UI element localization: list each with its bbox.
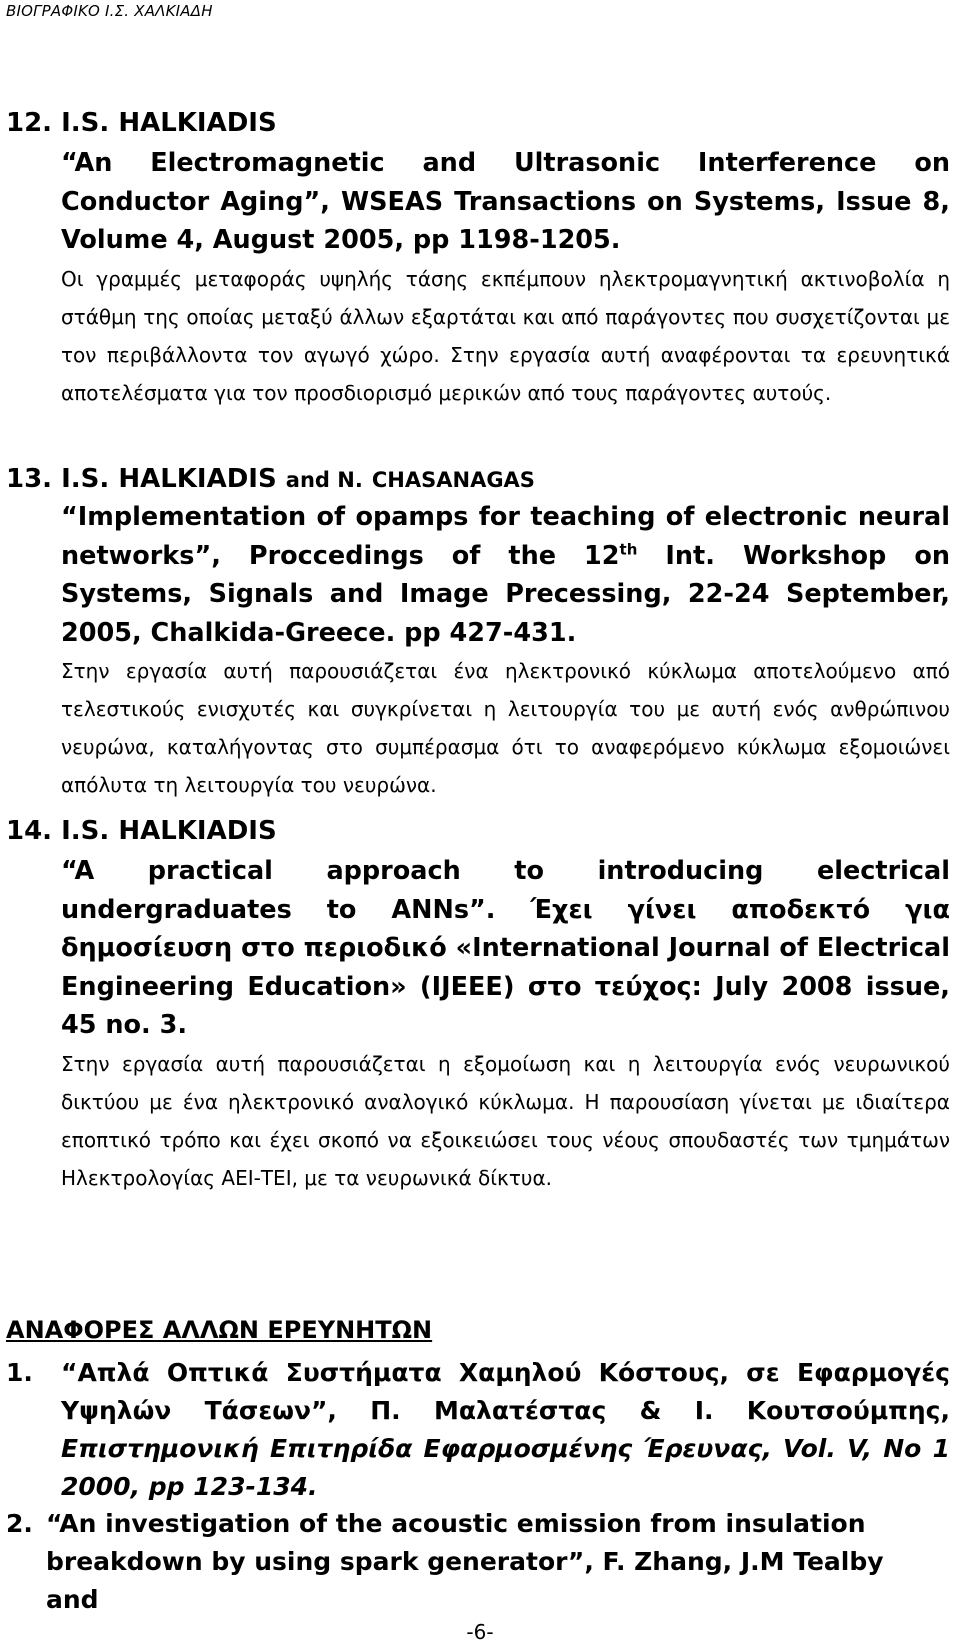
publication-abstract: Στην εργασία αυτή παρουσιάζεται ένα ηλεκτρονικό κύκλωμα αποτελούμενο από τελεστικούς ενισχυτές και συγκρίνεται η λειτουργία του με αυτή ενός ανθρώπινου νευρώνα, καταλήγοντας στο συμπέρασμα ότι το αναφερόμενο κύκλωμα εξομοιώνει απόλυτα τη λειτουργία του νευρώνα.: [61, 659, 950, 797]
publication-abstract: Στην εργασία αυτή παρουσιάζεται η εξομοίωση και η λειτουργία ενός νευρωνικού δικτύου με ένα ηλεκτρονικό αναλογικό κύκλωμα. Η παρουσίαση γίνεται με ιδιαίτερα εποπτικό τρόπο και έχει σκοπό να εξοικειώσει τους νέους σπουδαστές των τμημάτων Ηλεκτρολογίας ΑΕΙ-ΤΕΙ, με τα νευρωνικά δίκτυα.: [61, 1051, 950, 1190]
reference-1: [0, 1354, 960, 1506]
publication-authors-and: and N.: [285, 468, 363, 492]
reference-title: An investigation of the acoustic emission from insulation breakdown by using spark generator: [46, 1509, 866, 1576]
quote-open: “: [46, 1509, 60, 1538]
publication-number: 12.: [6, 108, 53, 138]
reference-journal: Επιστημονική Επιτηρίδα Εφαρμοσμένης Έρευνας, Vol. V, No 1 2000, pp 123-134.: [61, 1434, 950, 1501]
reference-body: [0, 1505, 960, 1619]
publication-heading: [0, 108, 960, 138]
publication-coauthor: CHASANAGAS: [371, 468, 535, 492]
running-header: ΒΙΟΓΡΑΦΙΚΟ Ι.Σ. ΧΑΛΚΙΑΔΗ: [6, 2, 213, 20]
reference-2: [0, 1505, 960, 1619]
references-heading: ΑΝΑΦΟΡΕΣ ΑΛΛΩΝ ΕΡΕΥΝΗΤΩΝ: [6, 1316, 433, 1344]
publication-citation: [0, 498, 960, 652]
quote-open: “: [61, 1358, 78, 1387]
quote-open: “: [61, 148, 75, 178]
publication-number: 14.: [6, 816, 53, 846]
publication-number: 13.: [6, 464, 53, 494]
publication-14: [0, 816, 960, 1197]
citation-details: ”, Proccedings of the 12: [194, 540, 620, 571]
reference-details: ”, F. Zhang, J.M Tealby and: [46, 1547, 884, 1614]
reference-body: [0, 1354, 960, 1506]
publication-12: [0, 108, 960, 412]
reference-number: 2.: [6, 1509, 33, 1538]
reference-title: Απλά Οπτικά Συστήματα Χαμηλού Κόστους, σε Εφαρμογές Υψηλών Τάσεων: [61, 1358, 950, 1425]
reference-number: 1.: [6, 1358, 33, 1387]
page-number: -6-: [466, 1620, 494, 1644]
reference-authors: ”, Π. Μαλατέστας & Ι. Κουτσούμπης,: [311, 1396, 950, 1425]
quote-open: “: [61, 856, 75, 886]
publication-abstract: Οι γραμμές μεταφοράς υψηλής τάσης εκπέμπουν ηλεκτρομαγνητική ακτινοβολία η στάθμη της οποίας μεταξύ άλλων εξαρτάται και από παράγοντες που συσχετίζονται με τον περιβάλλοντα τον αγωγό χώρο. Στην εργασία αυτή αναφέρονται τα ερευνητικά αποτελέσματα για τον προσδιορισμό μερικών από τους παράγοντες αυτούς.: [61, 266, 950, 405]
citation-title: A practical approach to introducing electrical undergraduates to ANNs: [61, 856, 950, 925]
publication-authors: I.S. HALKIADIS: [61, 816, 277, 846]
publication-authors: I.S. HALKIADIS: [61, 464, 277, 494]
publication-heading: [0, 464, 960, 494]
citation-details: ”, WSEAS Transactions on Systems, Issue 8, Volume 4, August 2005, pp 1198-1205.: [61, 186, 950, 255]
quote-open: “: [61, 502, 78, 532]
publication-authors: I.S. HALKIADIS: [61, 108, 277, 138]
publication-13: [0, 464, 960, 804]
citation-title: An Electromagnetic and Ultrasonic Interference on Conductor Aging: [61, 148, 950, 217]
publication-citation: [0, 144, 960, 260]
citation-details: ”. Έχει γίνει αποδεκτό για δημοσίευση στο περιοδικό «International Journal of Electrical Engineering Education» (IJEEE) στο τεύχος: July 2008 issue, 45 no. 3.: [61, 894, 950, 1040]
publication-citation: [0, 852, 960, 1045]
citation-title: Implementation of opamps for teaching of electronic neural networks: [61, 502, 950, 571]
citation-details-rest: Int. Workshop on Systems, Signals and Image Precessing, 22-24 September, 2005, Chalkida-Greece. pp 427-431.: [61, 540, 950, 648]
citation-superscript: th: [619, 540, 638, 558]
publication-heading: [0, 816, 960, 846]
